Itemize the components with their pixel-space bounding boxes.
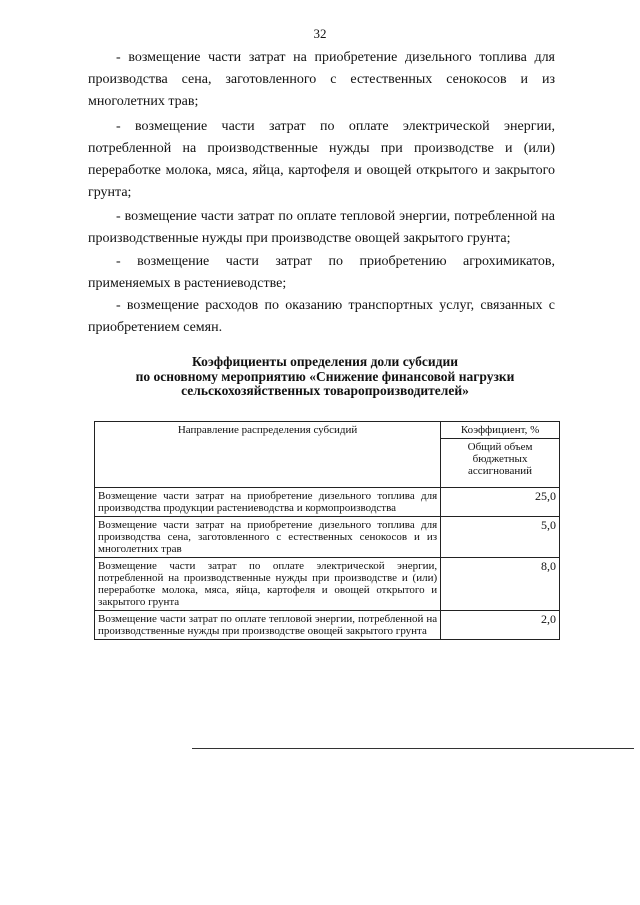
paragraph-electricity: - возмещение части затрат по оплате электрической энергии, потребленной на производственные нужды при производстве и (или) переработке молока, мяса, яйца, картофеля и овощей открытого и закрытого грунта; (88, 119, 555, 200)
row-description: Возмещение части затрат на приобретение дизельного топлива для производства продукции растениеводства и кормопроизводства (95, 488, 441, 517)
page-number: 32 (313, 26, 327, 41)
row-description: Возмещение части затрат по оплате тепловой энергии, потребленной на производственные нужды при производстве овощей закрытого грунта (95, 611, 441, 640)
row-coefficient: 5,0 (441, 517, 560, 558)
paragraph-agrochemicals: - возмещение части затрат по приобретению агрохимикатов, применяемых в растениеводстве; (88, 254, 555, 291)
coefficients-table (94, 421, 560, 640)
header-coefficient: Коэффициент, % (441, 422, 560, 439)
paragraph-heat: - возмещение части затрат по оплате тепловой энергии, потребленной на производственные нужды при производстве овощей закрытого грунта; (88, 209, 555, 246)
row-description: Возмещение части затрат по оплате электрической энергии, потребленной на производственные нужды при производстве и (или) переработке молока, мяса, яйца, картофеля и овощей открытого и закрытого грунта (95, 558, 441, 611)
table-row (95, 558, 560, 611)
table-title-line-1: Коэффициенты определения доли субсидии (191, 354, 458, 369)
table-row (95, 517, 560, 558)
header-direction: Направление распределения субсидий (95, 422, 441, 488)
row-coefficient: 8,0 (441, 558, 560, 611)
page-bottom-rule (192, 748, 634, 749)
table-row (95, 611, 560, 640)
table-title (90, 355, 560, 399)
row-coefficient: 25,0 (441, 488, 560, 517)
paragraph-diesel-hay: - возмещение части затрат на приобретение дизельного топлива для производства сена, заготовленного с естественных сенокосов и из многолетних трав; (88, 50, 555, 109)
table-header-row (95, 422, 560, 439)
header-total-budget: Общий объем бюджетных ассигнований (441, 439, 560, 488)
table-title-line-3: сельскохозяйственных товаропроизводителей» (181, 383, 469, 398)
table-title-line-2: по основному мероприятию «Снижение финансовой нагрузки (135, 368, 515, 384)
paragraph-transport: - возмещение расходов по оказанию транспортных услуг, связанных с приобретением семян. (88, 298, 555, 335)
table-row (95, 488, 560, 517)
row-coefficient: 2,0 (441, 611, 560, 640)
row-description: Возмещение части затрат на приобретение дизельного топлива для производства сена, заготовленного с естественных сенокосов и из многолетних трав (95, 517, 441, 558)
